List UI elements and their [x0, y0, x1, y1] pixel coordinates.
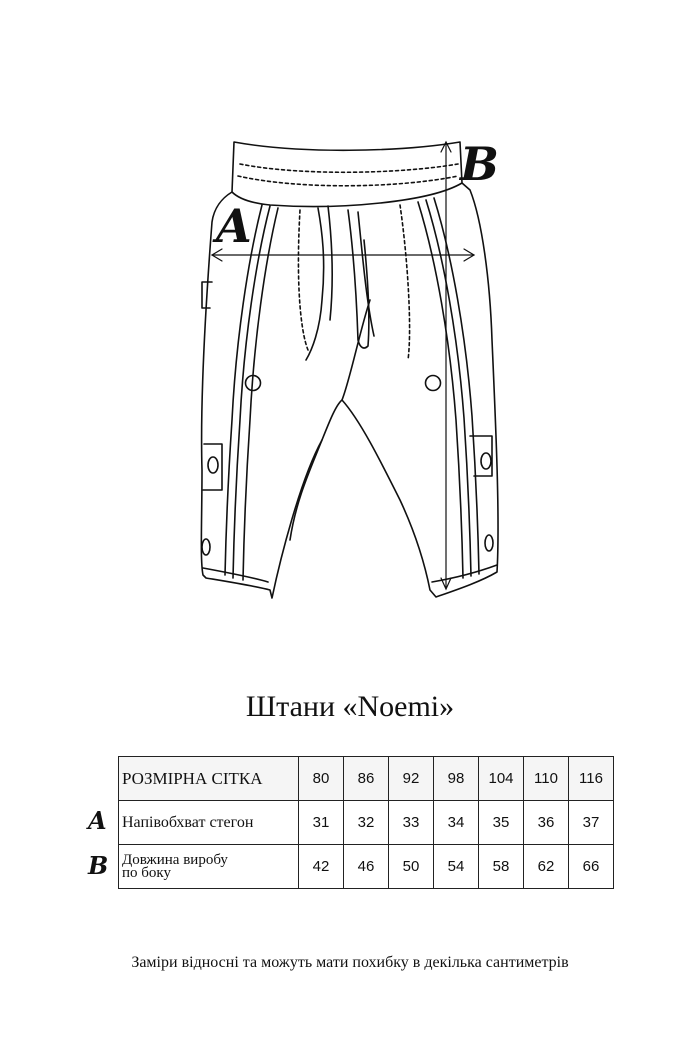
- size-header-cell: 98: [434, 757, 479, 801]
- size-header-row: [119, 757, 614, 801]
- table-cell: 66: [569, 845, 614, 889]
- size-header-cell: 110: [524, 757, 569, 801]
- size-chart: [118, 756, 614, 889]
- button: [208, 457, 218, 473]
- size-chart-header-label: РОЗМІРНА СІТКА: [119, 757, 299, 801]
- table-cell: 58: [479, 845, 524, 889]
- row-label-length: [119, 845, 299, 889]
- table-row: [119, 845, 614, 889]
- table-cell: 62: [524, 845, 569, 889]
- table-row: [119, 801, 614, 845]
- table-cell: 31: [299, 801, 344, 845]
- size-header-cell: 104: [479, 757, 524, 801]
- marker-b: B: [460, 137, 499, 191]
- row-marker-b: B: [88, 851, 109, 880]
- drawstring: [306, 208, 324, 360]
- waistband: [232, 142, 462, 206]
- size-header-cell: 92: [389, 757, 434, 801]
- button: [481, 453, 491, 469]
- table-cell: 42: [299, 845, 344, 889]
- table-cell: 50: [389, 845, 434, 889]
- table-cell: 37: [569, 801, 614, 845]
- row-label-length-line1: Довжина виробу: [122, 851, 228, 868]
- button: [485, 535, 493, 551]
- size-header-cell: 116: [569, 757, 614, 801]
- row-label-length-line2: по боку: [122, 864, 171, 881]
- tab-left-bottom: [203, 444, 222, 490]
- marker-a: A: [216, 199, 252, 253]
- table-cell: 34: [434, 801, 479, 845]
- waistband-stitch: [240, 164, 458, 172]
- row-label-hip: Напівобхват стегон: [119, 801, 299, 845]
- table-cell: 36: [524, 801, 569, 845]
- table-cell: 46: [344, 845, 389, 889]
- size-header-cell: 80: [299, 757, 344, 801]
- table-cell: 32: [344, 801, 389, 845]
- button: [426, 376, 441, 391]
- table-cell: 33: [389, 801, 434, 845]
- row-marker-a: A: [88, 806, 107, 835]
- button: [202, 539, 210, 555]
- table-cell: 54: [434, 845, 479, 889]
- measurement-note: Заміри відносні та можуть мати похибку в декілька сантиметрів: [131, 954, 569, 971]
- product-title: Штани «Noemi»: [245, 690, 455, 723]
- size-header-cell: 86: [344, 757, 389, 801]
- table-cell: 35: [479, 801, 524, 845]
